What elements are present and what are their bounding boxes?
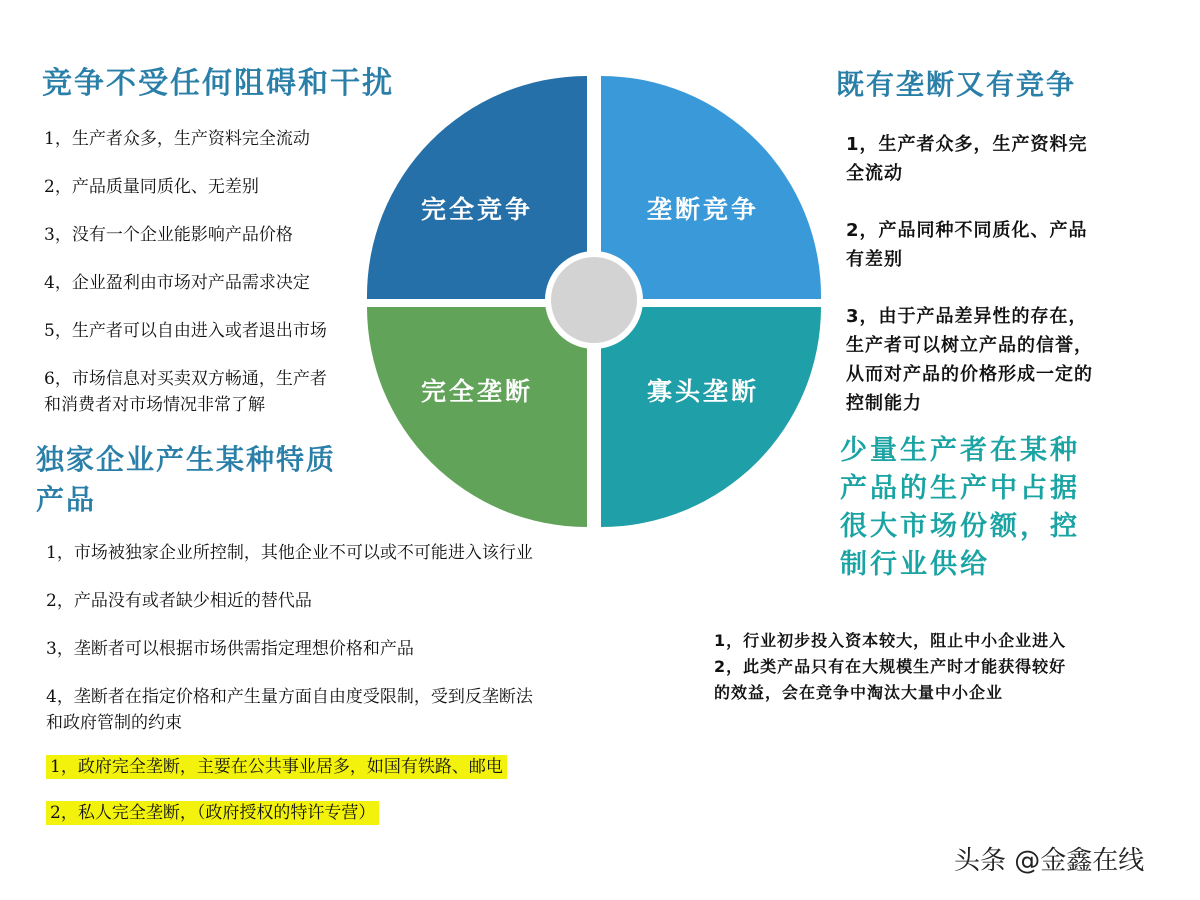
list-item: 2，产品质量同质化、无差别 [44,177,259,197]
list-item: 全流动 [846,163,903,184]
list-item: 和消费者对市场情况非常了解 [44,395,265,415]
list-item: 和政府管制的约束 [46,713,182,733]
list-item: 1，生产者众多，生产资料完 [846,134,1088,155]
list-item: 6，市场信息对买卖双方畅通，生产者 [44,369,327,389]
quadrant-perfect-competition [367,76,587,299]
label-monopolistic-competition: 垄断竞争 [646,195,760,224]
quadrant-oligopoly [601,307,821,527]
list-item: 4，垄断者在指定价格和产生量方面自由度受限制，受到反垄断法 [46,687,533,707]
list-item: 从而对产品的价格形成一定的 [846,364,1093,385]
perfect-monopoly-heading-line1: 独家企业产生某种特质 [36,443,337,476]
oligopoly-list [714,628,1164,706]
list-item: 2，产品没有或者缺少相近的替代品 [46,591,312,611]
monopolistic-competition-heading: 既有垄断又有竞争 [836,68,1077,101]
list-item: 1，行业初步投入资本较大，阻止中小企业进入 [714,631,1067,650]
list-item: 3，垄断者可以根据市场供需指定理想价格和产品 [46,639,414,659]
list-item: 生产者可以树立产品的信誉， [846,335,1093,356]
quadrant-perfect-monopoly [367,307,587,527]
perfect-monopoly-heading-line2: 产品 [36,483,97,516]
list-item: 2，此类产品只有在大规模生产时才能获得较好 [714,657,1067,676]
list-item: 有差别 [846,249,903,270]
list-item: 1，生产者众多，生产资料完全流动 [44,129,310,149]
market-structure-diagram [365,74,825,530]
highlighted-text: 2，私人完全垄断，（政府授权的特许专营） [46,801,379,825]
perfect-monopoly-heading [36,440,336,520]
list-item: 控制能力 [846,393,922,414]
center-circle [548,254,640,346]
list-item: 的效益，会在竞争中淘汰大量中小企业 [714,683,1004,702]
quadrant-monopolistic-competition [601,76,821,299]
highlighted-text: 1，政府完全垄断，主要在公共事业居多，如国有铁路、邮电 [46,755,507,779]
perfect-competition-list [44,126,384,418]
monopolistic-competition-list [846,130,1166,418]
oligopoly-heading-line: 制行业供给 [840,549,990,580]
perfect-competition-heading: 竞争不受任何阻碍和干扰 [42,66,394,101]
watermark: 头条 @金鑫在线 [954,846,1145,876]
list-item: 4，企业盈利由市场对产品需求决定 [44,273,310,293]
highlighted-item [46,754,666,780]
perfect-monopoly-list [46,540,666,826]
oligopoly-heading [840,432,1160,584]
list-item: 1，市场被独家企业所控制，其他企业不可以或不可能进入该行业 [46,543,533,563]
list-item: 3，没有一个企业能影响产品价格 [44,225,293,245]
list-item: 2，产品同种不同质化、产品 [846,220,1088,241]
oligopoly-heading-line: 很大市场份额，控 [840,511,1080,542]
label-perfect-monopoly: 完全垄断 [420,377,534,406]
list-item: 3，由于产品差异性的存在， [846,306,1088,327]
list-item: 5，生产者可以自由进入或者退出市场 [44,321,327,341]
highlighted-item [46,800,666,826]
oligopoly-heading-line: 少量生产者在某种 [840,435,1080,466]
oligopoly-heading-line: 产品的生产中占据 [840,473,1080,504]
label-oligopoly: 寡头垄断 [646,377,760,406]
label-perfect-competition: 完全竞争 [420,195,534,224]
